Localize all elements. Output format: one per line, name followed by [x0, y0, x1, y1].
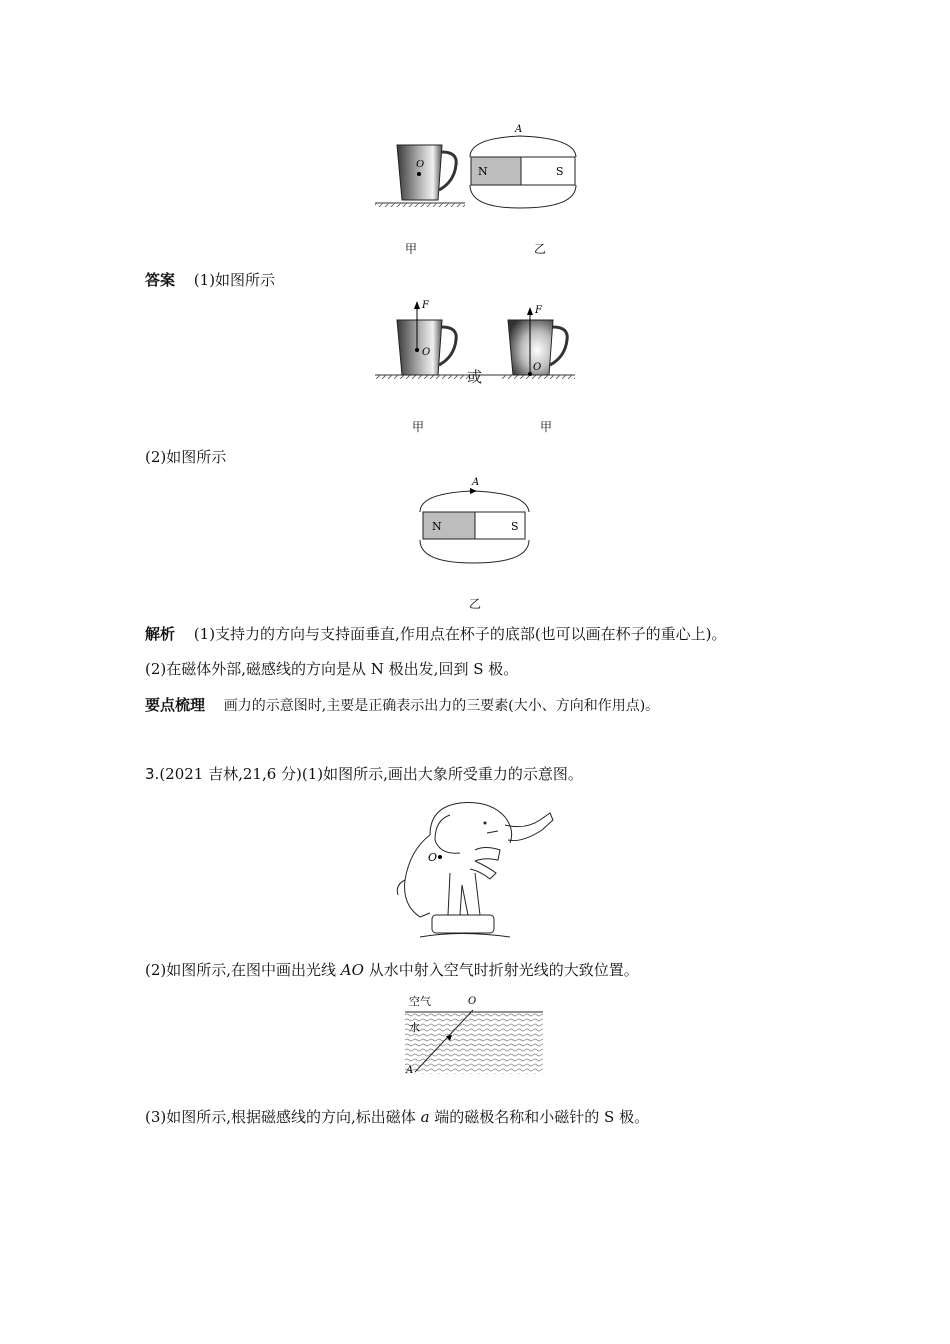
- analysis-text-1: (1)支持力的方向与支持面垂直,作用点在杯子的底部(也可以画在杯子的重心上)。: [193, 625, 727, 643]
- answer-line: [145, 270, 275, 290]
- svg-text:A: A: [515, 124, 523, 135]
- keypoints-text: 画力的示意图时,主要是正确表示出力的三要素(大小、方向和作用点)。: [223, 698, 660, 714]
- magnet-field-diagram: [415, 475, 540, 570]
- answer-part1: (1)如图所示: [193, 271, 276, 289]
- svg-text:A: A: [406, 1065, 414, 1076]
- svg-text:N: N: [478, 165, 488, 178]
- question3-part2: [145, 960, 639, 980]
- svg-text:O: O: [428, 851, 438, 864]
- caption-yi-2: 乙: [469, 597, 482, 611]
- svg-text:O: O: [468, 996, 477, 1007]
- question3-stem-line: [145, 764, 583, 784]
- keypoints-line: [145, 695, 659, 716]
- keypoints-heading: 要点梳理: [145, 696, 206, 714]
- part2-em: AO: [340, 961, 364, 979]
- part3-pre: (3)如图所示,根据磁感线的方向,标出磁体: [145, 1108, 421, 1126]
- caption-jia-1: 甲: [412, 420, 425, 434]
- svg-text:水: 水: [409, 1021, 420, 1034]
- part2-post: 从水中射入空气时折射光线的大致位置。: [363, 961, 639, 979]
- elephant-diagram: [390, 795, 565, 945]
- analysis-line2: (2)在磁体外部,磁感线的方向是从 N 极出发,回到 S 极。: [145, 660, 519, 678]
- part2-pre: (2)如图所示,在图中画出光线: [145, 961, 341, 979]
- svg-text:A: A: [472, 477, 480, 488]
- answer-part2: (2)如图所示: [145, 448, 227, 466]
- svg-text:F: F: [535, 305, 542, 316]
- analysis-line1: [145, 624, 727, 644]
- question3-stem: (2021 吉林,21,6 分)(1)如图所示,画出大象所受重力的示意图。: [159, 765, 583, 783]
- svg-text:S: S: [556, 165, 564, 178]
- question3-part3: [145, 1107, 649, 1127]
- analysis-heading: 解析: [145, 625, 176, 643]
- answer-heading: 答案: [145, 271, 176, 289]
- question3-number: 3.: [145, 765, 160, 783]
- part3-post: 端的磁极名称和小磁针的 S 极。: [429, 1108, 650, 1126]
- svg-text:O: O: [416, 158, 424, 170]
- caption-jia: 甲: [405, 242, 418, 256]
- part3-em: a: [420, 1108, 430, 1126]
- svg-text:O: O: [422, 347, 431, 358]
- or-text: 或: [467, 368, 483, 386]
- refraction-diagram: [405, 992, 545, 1077]
- svg-text:O: O: [533, 362, 542, 373]
- cup-magnet-diagram: [370, 120, 590, 220]
- svg-text:N: N: [432, 520, 442, 533]
- svg-text:S: S: [511, 520, 519, 533]
- svg-text:空气: 空气: [409, 995, 431, 1008]
- svg-text:F: F: [422, 300, 429, 311]
- caption-jia-2: 甲: [540, 420, 553, 434]
- caption-yi: 乙: [534, 242, 547, 256]
